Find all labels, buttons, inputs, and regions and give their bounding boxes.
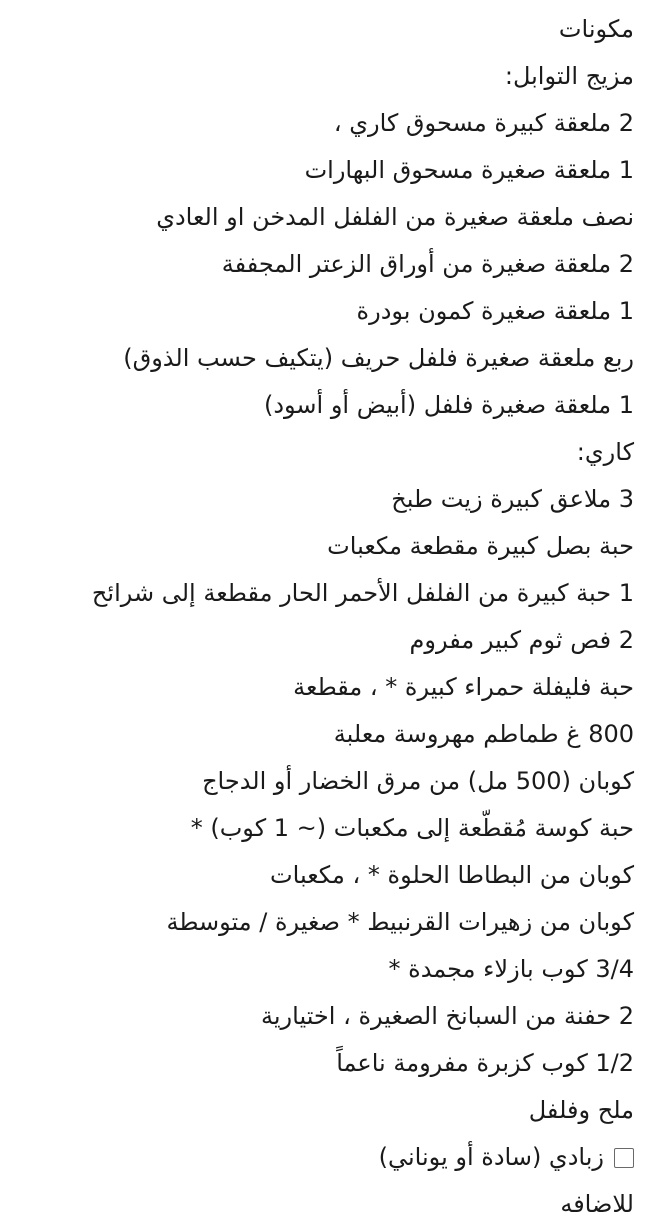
spice-item: 1 ملعقة صغيرة كمون بودرة [356, 297, 634, 325]
curry-item: 1 حبة كبيرة من الفلفل الأحمر الحار مقطعة إلى شرائح [91, 579, 634, 607]
ingredients-list [6, 6, 634, 1228]
curry-item: كوبان من البطاطا الحلوة * ، مكعبات [270, 861, 634, 889]
yogurt-item [6, 1134, 634, 1181]
spice-mix-label: مزيج التوابل: [504, 62, 634, 90]
curry-item: حبة كوسة مُقطّعة إلى مكعبات (~ 1 كوب) * [190, 814, 634, 842]
curry-item: 3/4 كوب بازلاء مجمدة * [388, 955, 634, 983]
spice-item: ربع ملعقة صغيرة فلفل حريف (يتكيف حسب الذوق) [123, 344, 634, 372]
spice-item: 1 ملعقة صغيرة مسحوق البهارات [304, 156, 634, 184]
spice-item: 2 ملعقة صغيرة من أوراق الزعتر المجففة [221, 250, 634, 278]
curry-item: 800 غ طماطم مهروسة معلبة [333, 720, 634, 748]
spice-item: 1 ملعقة صغيرة فلفل (أبيض أو أسود) [263, 391, 634, 419]
curry-item: كوبان (500 مل) من مرق الخضار أو الدجاج [202, 767, 634, 795]
curry-item: 2 حفنة من السبانخ الصغيرة ، اختيارية [261, 1002, 634, 1030]
curry-label: كاري: [576, 438, 634, 466]
curry-item: 3 ملاعق كبيرة زيت طبخ [391, 485, 634, 513]
curry-item: كوبان من زهيرات القرنبيط * صغيرة / متوسطة [166, 908, 634, 936]
ingredients-heading: مكونات [558, 15, 634, 43]
curry-item: 1/2 كوب كزبرة مفرومة ناعماً [336, 1049, 634, 1077]
curry-item: حبة فليفلة حمراء كبيرة * ، مقطعة [293, 673, 634, 701]
curry-item: حبة بصل كبيرة مقطعة مكعبات [327, 532, 634, 560]
spice-item: نصف ملعقة صغيرة من الفلفل المدخن او العادي [156, 203, 634, 231]
curry-item: 2 فص ثوم كبير مفروم [409, 626, 634, 654]
checkbox[interactable] [614, 1148, 634, 1168]
spice-item: 2 ملعقة كبيرة مسحوق كاري ، [333, 109, 634, 137]
footer-note: للاضافه [560, 1190, 634, 1218]
yogurt-label: زبادي (سادة أو يوناني) [378, 1143, 604, 1171]
curry-item: ملح وفلفل [528, 1096, 634, 1124]
